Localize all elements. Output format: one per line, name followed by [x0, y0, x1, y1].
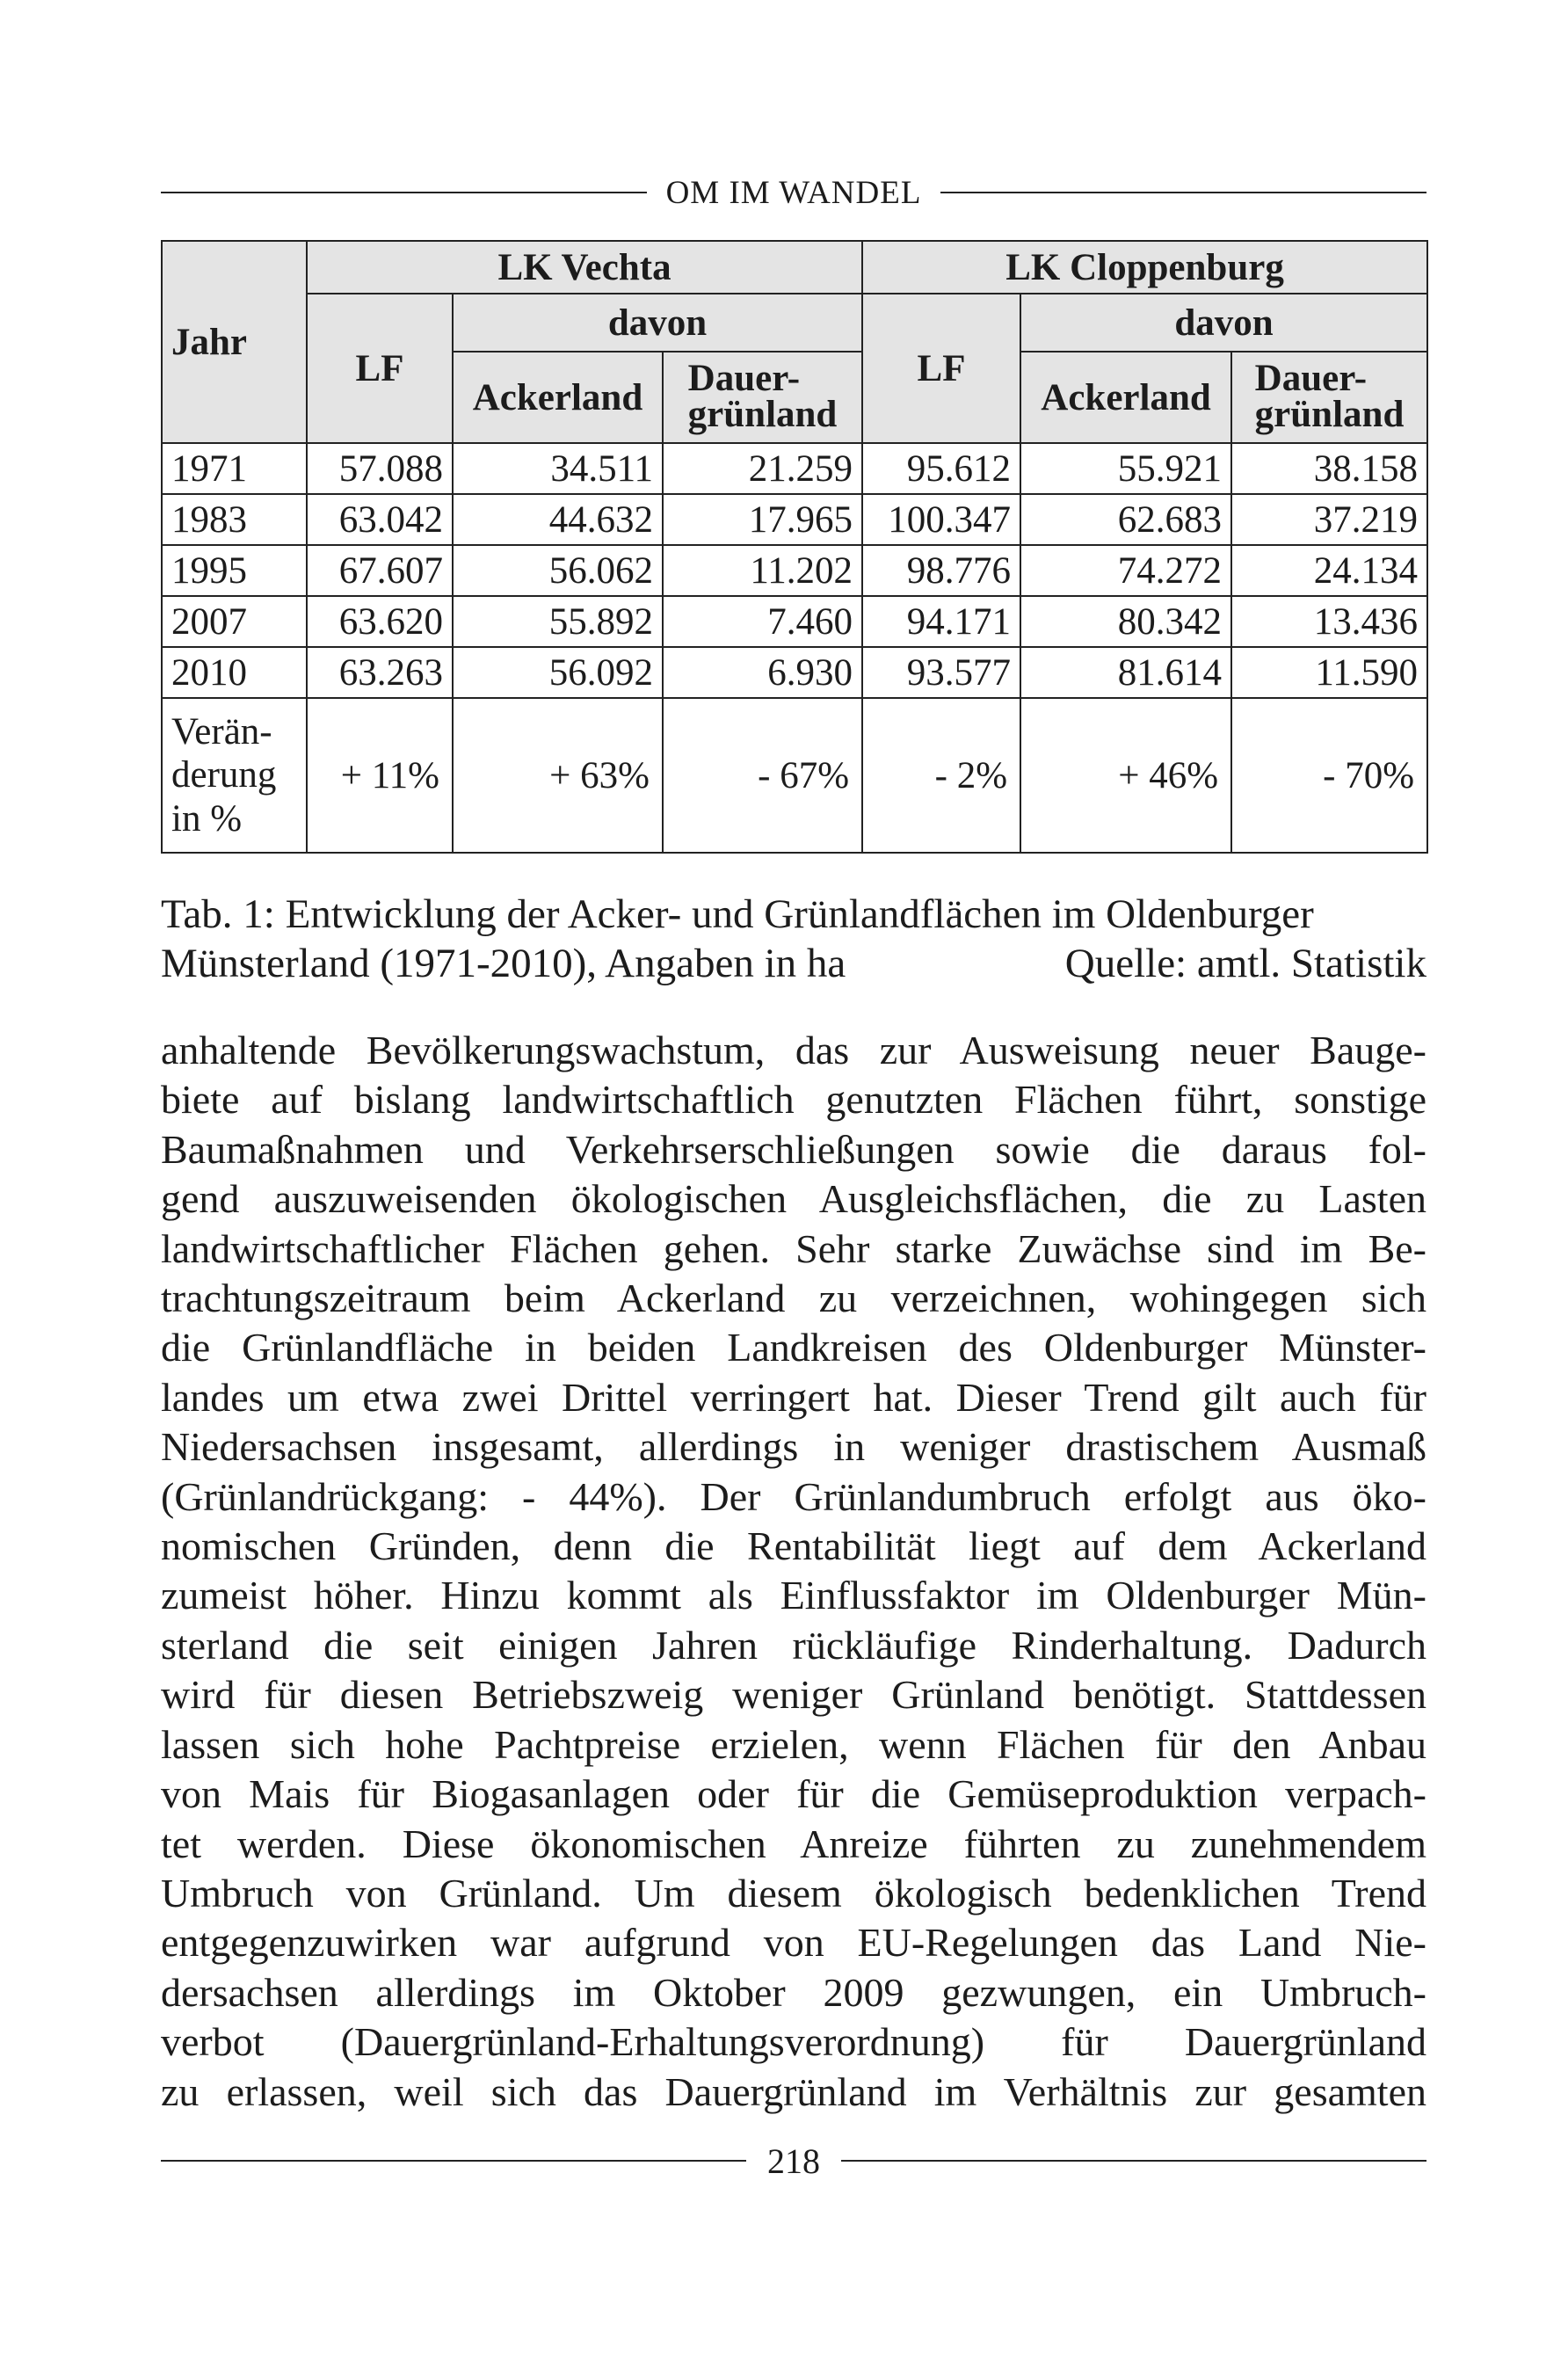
table-row	[162, 443, 1427, 494]
body-line: landwirtschaftlicher Flächen gehen. Sehr starke Zuwächse sind im Be-	[161, 1225, 1426, 1271]
col-header-cloppenburg-lf: LF	[862, 294, 1020, 443]
body-line: zu erlassen, weil sich das Dauergrünland im Verhältnis zur gesamten	[161, 2068, 1426, 2114]
body-line: wird für diesen Betriebszweig weniger Grünland benötigt. Stattdessen	[161, 1672, 1426, 1718]
body-line: die Grünlandfläche in beiden Landkreisen des Oldenburger Münster-	[161, 1325, 1426, 1370]
cell-cloppenburg-dauergruenland: 37.219	[1231, 494, 1427, 545]
cell-cloppenburg-lf: 94.171	[862, 596, 1020, 647]
caption-line-2-text: Münsterland (1971-2010), Angaben in ha	[161, 941, 846, 986]
table-row	[162, 545, 1427, 596]
cell-vechta-lf-change: + 11%	[307, 698, 453, 853]
cell-vechta-lf: 63.263	[307, 647, 453, 698]
col-header-cloppenburg-ackerland: Ackerland	[1020, 352, 1231, 443]
cell-vechta-dauergruenland: 7.460	[663, 596, 862, 647]
cell-cloppenburg-ackerland-change: + 46%	[1020, 698, 1231, 853]
col-header-vechta-lf: LF	[307, 294, 453, 443]
cell-vechta-dauergruenland: 17.965	[663, 494, 862, 545]
cell-cloppenburg-ackerland: 62.683	[1020, 494, 1231, 545]
cell-cloppenburg-dauergruenland: 13.436	[1231, 596, 1427, 647]
cell-year: 1971	[162, 443, 307, 494]
table-row	[162, 494, 1427, 545]
group-header-cloppenburg: LK Cloppenburg	[862, 241, 1427, 294]
cell-year: 2007	[162, 596, 307, 647]
cell-vechta-lf: 63.042	[307, 494, 453, 545]
cell-year: 1995	[162, 545, 307, 596]
body-line: Umbruch von Grünland. Um diesem ökologisch bedenklichen Trend	[161, 1870, 1426, 1915]
col-header-vechta-dauergruenland	[663, 352, 862, 443]
cell-vechta-dauergruenland-change: - 67%	[663, 698, 862, 853]
body-line: zumeist höher. Hinzu kommt als Einflussfaktor im Oldenburger Mün-	[161, 1573, 1426, 1618]
cell-cloppenburg-dauergruenland: 11.590	[1231, 647, 1427, 698]
cell-vechta-lf: 67.607	[307, 545, 453, 596]
cell-cloppenburg-ackerland: 81.614	[1020, 647, 1231, 698]
dauer-label-2: grünland	[1254, 393, 1405, 435]
table-row	[162, 596, 1427, 647]
change-label-2: derung	[171, 754, 277, 796]
footer-rule-left	[161, 2160, 746, 2162]
cell-cloppenburg-lf: 98.776	[862, 545, 1020, 596]
group-header-vechta: LK Vechta	[307, 241, 862, 294]
dauer-label-1: Dauer-	[1254, 358, 1368, 400]
body-line: tet werden. Diese ökonomischen Anreize führten zu zunehmendem	[161, 1821, 1426, 1866]
cell-vechta-ackerland: 56.062	[453, 545, 663, 596]
cell-cloppenburg-dauergruenland: 38.158	[1231, 443, 1427, 494]
body-line: von Mais für Biogasanlagen oder für die Gemüseproduktion verpach-	[161, 1771, 1426, 1817]
change-label-3: in %	[171, 797, 243, 840]
cell-cloppenburg-ackerland: 55.921	[1020, 443, 1231, 494]
body-line: lassen sich hohe Pachtpreise erzielen, wenn Flächen für den Anbau	[161, 1721, 1426, 1767]
table-row-change	[162, 698, 1427, 853]
col-header-cloppenburg-dauergruenland	[1231, 352, 1427, 443]
dauer-label-1: Dauer-	[687, 358, 801, 400]
body-line: anhaltende Bevölkerungswachstum, das zur Ausweisung neuer Bauge-	[161, 1028, 1426, 1072]
body-line: verbot (Dauergrünland-Erhaltungsverordnung) für Dauergrünland	[161, 2019, 1426, 2065]
cell-vechta-ackerland: 44.632	[453, 494, 663, 545]
cell-vechta-ackerland: 34.511	[453, 443, 663, 494]
body-line: entgegenzuwirken war aufgrund von EU-Regelungen das Land Nie-	[161, 1920, 1426, 1966]
body-line: nomischen Gründen, denn die Rentabilität liegt auf dem Ackerland	[161, 1523, 1426, 1569]
table-row	[162, 647, 1427, 698]
body-line: dersachsen allerdings im Oktober 2009 gezwungen, ein Umbruch-	[161, 1969, 1426, 2015]
body-paragraph	[161, 1026, 1426, 2117]
body-line: gend auszuweisenden ökologischen Ausgleichsflächen, die zu Lasten	[161, 1176, 1426, 1222]
body-line: Niedersachsen insgesamt, allerdings in weniger drastischem Ausmaß	[161, 1424, 1426, 1470]
sub-header-cloppenburg-davon: davon	[1020, 294, 1427, 352]
running-head-text: OM IM WANDEL	[665, 174, 922, 211]
col-header-vechta-ackerland: Ackerland	[453, 352, 663, 443]
cell-change-label	[162, 698, 307, 853]
cell-vechta-dauergruenland: 21.259	[663, 443, 862, 494]
body-line: sterland die seit einigen Jahren rückläufige Rinderhaltung. Dadurch	[161, 1622, 1426, 1668]
cell-vechta-ackerland: 56.092	[453, 647, 663, 698]
cell-cloppenburg-ackerland: 74.272	[1020, 545, 1231, 596]
cell-vechta-dauergruenland: 6.930	[663, 647, 862, 698]
cell-vechta-lf: 57.088	[307, 443, 453, 494]
caption-source: Quelle: amtl. Statistik	[1064, 941, 1426, 986]
cell-vechta-dauergruenland: 11.202	[663, 545, 862, 596]
footer-rule-right	[841, 2160, 1426, 2162]
cell-cloppenburg-dauergruenland-change: - 70%	[1231, 698, 1427, 853]
table-header-row-1	[162, 241, 1427, 294]
body-line: (Grünlandrückgang: - 44%). Der Grünlandumbruch erfolgt aus öko-	[161, 1473, 1426, 1519]
body-line: biete auf bislang landwirtschaftlich genutzten Flächen führt, sonstige	[161, 1077, 1426, 1123]
cell-vechta-ackerland: 55.892	[453, 596, 663, 647]
land-use-table	[161, 240, 1428, 854]
running-head-rule-left	[161, 192, 647, 193]
cell-cloppenburg-ackerland: 80.342	[1020, 596, 1231, 647]
cell-year: 1983	[162, 494, 307, 545]
body-line: trachtungszeitraum beim Ackerland zu verzeichnen, wohingegen sich	[161, 1276, 1426, 1321]
page-number: 218	[767, 2141, 820, 2181]
cell-cloppenburg-lf: 93.577	[862, 647, 1020, 698]
body-line: Baumaßnahmen und Verkehrserschließungen sowie die daraus fol-	[161, 1126, 1426, 1172]
running-head	[161, 172, 1426, 213]
cell-cloppenburg-lf-change: - 2%	[862, 698, 1020, 853]
change-label-1: Verän-	[171, 710, 272, 752]
cell-year: 2010	[162, 647, 307, 698]
page-footer	[161, 2139, 1426, 2183]
cell-cloppenburg-lf: 100.347	[862, 494, 1020, 545]
dauer-label-2: grünland	[687, 393, 838, 435]
cell-vechta-ackerland-change: + 63%	[453, 698, 663, 853]
caption-line-1: Tab. 1: Entwicklung der Acker- und Grünlandflächen im Oldenburger	[161, 891, 1314, 937]
body-line: landes um etwa zwei Drittel verringert hat. Dieser Trend gilt auch für	[161, 1374, 1426, 1420]
caption-line-2	[161, 939, 1426, 988]
col-header-year: Jahr	[162, 241, 307, 443]
sub-header-vechta-davon: davon	[453, 294, 862, 352]
cell-cloppenburg-lf: 95.612	[862, 443, 1020, 494]
cell-cloppenburg-dauergruenland: 24.134	[1231, 545, 1427, 596]
cell-vechta-lf: 63.620	[307, 596, 453, 647]
table-caption	[161, 890, 1426, 988]
running-head-rule-right	[940, 192, 1426, 193]
table-header-row-2	[162, 294, 1427, 352]
